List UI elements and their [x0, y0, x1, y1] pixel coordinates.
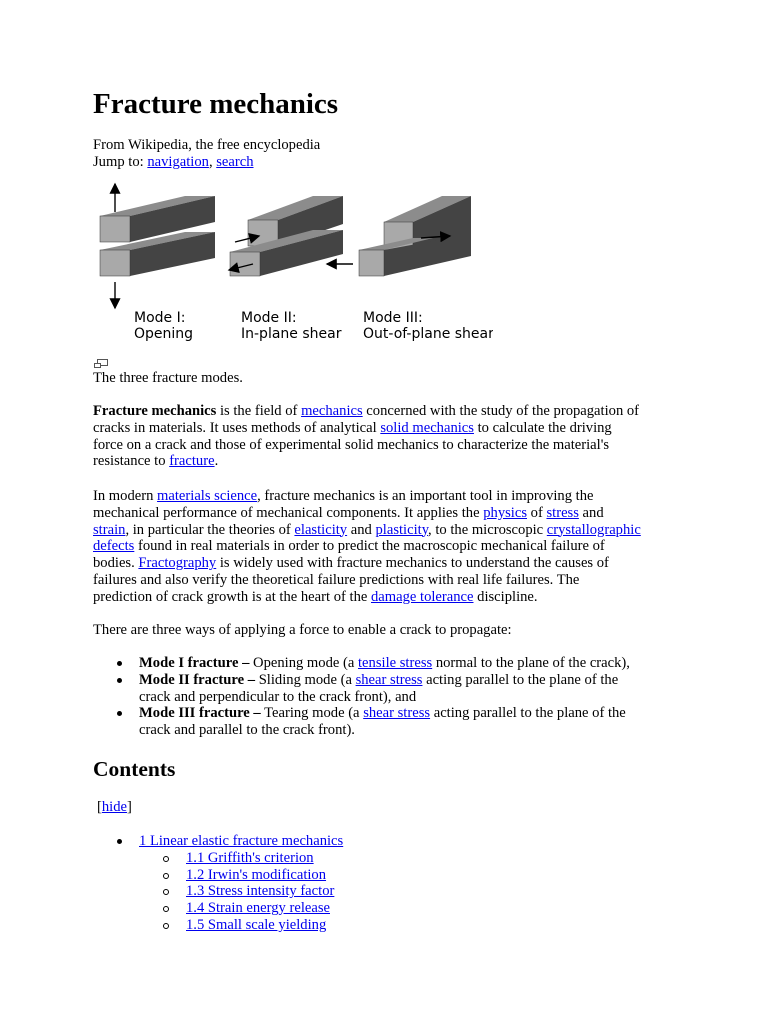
bracket-open: [	[97, 799, 102, 815]
table-of-contents	[93, 833, 343, 934]
text: is widely used with fracture mechanics to understand the causes of	[216, 555, 609, 572]
link-plasticity[interactable]: plasticity	[375, 521, 429, 538]
text: bodies.	[93, 555, 139, 572]
toc-subitem	[139, 867, 343, 884]
link-fractography[interactable]: Fractography	[138, 555, 217, 572]
text: acting parallel to the plane of the	[422, 671, 619, 688]
text: failures and also verify the theoretical failure predictions with real life failures. The	[93, 571, 580, 588]
mode-iii-label-2: Out-of-plane shear	[363, 326, 493, 342]
text: resistance to	[93, 453, 170, 470]
link-solid-mechanics[interactable]: solid mechanics	[380, 419, 474, 436]
text: Sliding mode (a	[255, 671, 356, 688]
fracture-modes-figure[interactable]	[93, 178, 493, 348]
link-tensile-stress[interactable]: tensile stress	[358, 655, 433, 671]
mode-term: Mode III fracture –	[139, 705, 261, 722]
mode-ii-label-2: In-plane shear	[241, 326, 342, 342]
link-materials-science[interactable]: materials science	[157, 488, 258, 504]
jump-prefix: Jump to:	[93, 154, 148, 170]
text: and	[347, 521, 376, 538]
text: Opening mode (a	[249, 655, 358, 671]
link-fracture[interactable]: fracture	[169, 453, 215, 470]
jump-links	[93, 154, 254, 171]
mode-i-label-1: Mode I:	[134, 310, 186, 326]
toc-link-irwin[interactable]: 1.2 Irwin's modification	[186, 866, 327, 883]
fracture-modes-list	[93, 655, 693, 739]
link-damage-tolerance[interactable]: damage tolerance	[371, 588, 474, 605]
toc-subitem	[139, 850, 343, 867]
figure-caption: The three fracture modes.	[93, 370, 243, 386]
text: , in particular the theories of	[125, 521, 295, 538]
toc-sublist	[139, 850, 343, 934]
mode-iii-blocks	[359, 196, 471, 276]
magnify-clip-icon[interactable]	[93, 358, 109, 370]
list-item	[93, 672, 693, 706]
mode-iii-label-1: Mode III:	[363, 310, 423, 326]
text: found in real materials in order to predict the macroscopic mechanical failure of	[134, 538, 605, 555]
fracture-modes-diagram	[93, 178, 493, 348]
text: normal to the plane of the crack),	[432, 655, 630, 671]
toc-toggle	[97, 799, 132, 816]
jump-search-link[interactable]: search	[216, 154, 254, 170]
toc-subitem	[139, 900, 343, 917]
text: .	[214, 453, 219, 470]
text: concerned with the study of the propagation of	[362, 403, 640, 419]
toc-link-griffith[interactable]: 1.1 Griffith's criterion	[186, 849, 314, 866]
text: crack and perpendicular to the crack front), and	[139, 688, 417, 705]
mode-ii-label-1: Mode II:	[241, 310, 297, 326]
mode-term: Mode I fracture –	[139, 655, 250, 671]
text: is the field of	[216, 403, 302, 419]
text: crack and parallel to the crack front).	[139, 722, 355, 739]
intro-paragraph	[93, 403, 683, 470]
mode-term: Mode II fracture –	[139, 671, 256, 688]
link-stress[interactable]: stress	[546, 504, 579, 521]
text: , to the microscopic	[428, 521, 547, 538]
jump-navigation-link[interactable]: navigation	[147, 154, 209, 170]
toc-link-linear-elastic[interactable]: 1 Linear elastic fracture mechanics	[139, 833, 344, 849]
toc-subitem	[139, 883, 343, 900]
text: force on a crack and those of experimental solid mechanics to characterize the material's	[93, 436, 610, 453]
mode-i-label-2: Opening	[134, 326, 194, 342]
site-tagline: From Wikipedia, the free encyclopedia	[93, 137, 321, 153]
text: and	[578, 504, 604, 521]
mode-i-blocks	[100, 184, 215, 308]
materials-paragraph	[93, 488, 683, 606]
text: cracks in materials. It uses methods of analytical	[93, 419, 381, 436]
jump-separator: ,	[208, 154, 217, 170]
link-strain[interactable]: strain	[93, 521, 126, 538]
toc-subitem	[139, 917, 343, 934]
list-item	[93, 655, 693, 672]
text: prediction of crack growth is at the heart of the	[93, 588, 371, 605]
text: discipline.	[473, 588, 538, 605]
contents-heading: Contents	[93, 757, 176, 781]
page-title: Fracture mechanics	[93, 88, 339, 120]
mode-ii-blocks	[229, 196, 353, 276]
text: Tearing mode (a	[260, 705, 364, 722]
toc-item	[93, 833, 343, 934]
link-elasticity[interactable]: elasticity	[294, 521, 348, 538]
link-shear-stress[interactable]: shear stress	[355, 671, 423, 688]
link-shear-stress-2[interactable]: shear stress	[363, 705, 431, 722]
bold-term: Fracture mechanics	[93, 403, 217, 419]
bracket-close: ]	[127, 799, 132, 815]
link-crystallographic-defects-2[interactable]: defects	[93, 538, 135, 555]
toc-link-stress-intensity[interactable]: 1.3 Stress intensity factor	[186, 883, 335, 900]
hide-link[interactable]: hide	[101, 799, 128, 815]
text: In modern	[93, 488, 158, 504]
text: of	[527, 504, 547, 521]
text: mechanical performance of mechanical components. It applies the	[93, 504, 484, 521]
link-physics[interactable]: physics	[483, 504, 527, 521]
text: acting parallel to the plane of the	[430, 705, 626, 722]
link-crystallographic-defects[interactable]: crystallographic	[546, 521, 641, 538]
modes-intro: There are three ways of applying a force to enable a crack to propagate:	[93, 622, 512, 638]
text: , fracture mechanics is an important tool in improving the	[257, 488, 594, 504]
link-mechanics[interactable]: mechanics	[301, 403, 363, 419]
list-item	[93, 705, 693, 739]
toc-link-strain-energy[interactable]: 1.4 Strain energy release	[186, 900, 330, 917]
text: to calculate the driving	[473, 419, 612, 436]
toc-link-small-scale[interactable]: 1.5 Small scale yielding	[186, 916, 327, 933]
